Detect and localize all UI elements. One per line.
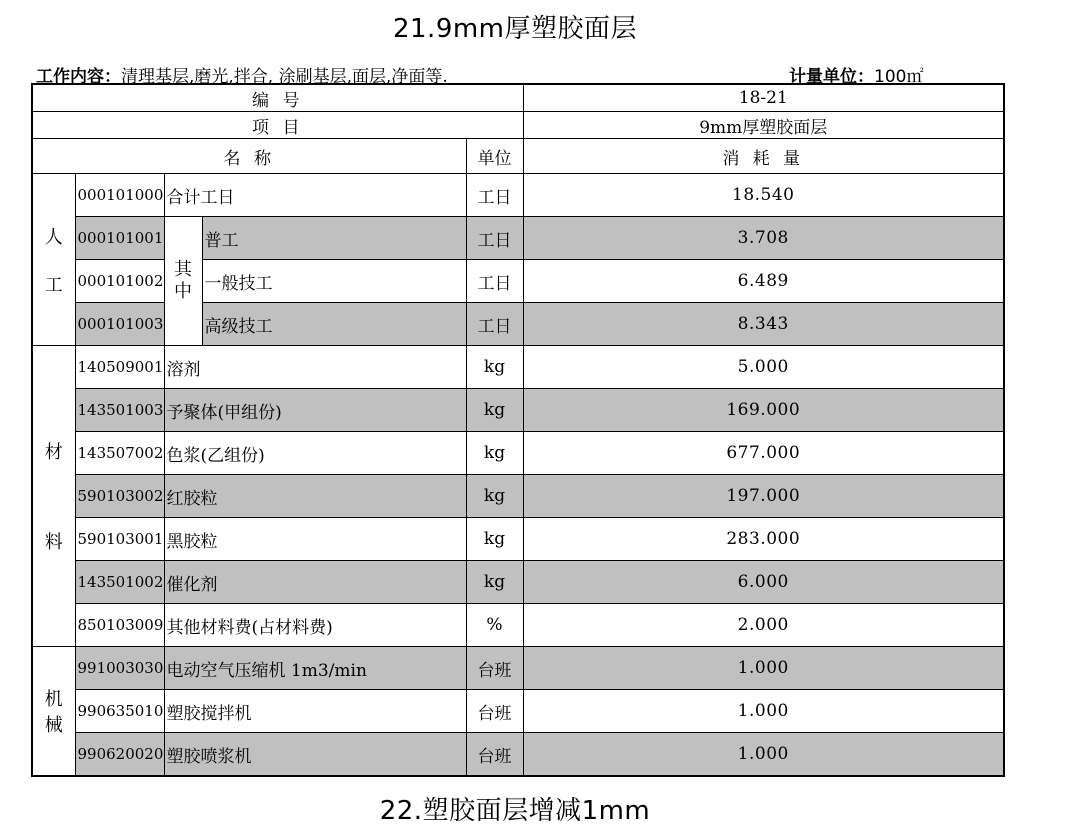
header-item-label: 项 目 <box>32 112 523 139</box>
row-unit: kg <box>466 561 523 604</box>
row-name: 溶剂 <box>164 346 466 389</box>
row-name: 塑胶喷浆机 <box>164 733 466 777</box>
row-unit: 台班 <box>466 647 523 690</box>
row-name: 电动空气压缩机 1m3/min <box>164 647 466 690</box>
row-unit: 工日 <box>466 174 523 217</box>
next-section-title: 22.塑胶面层增减1mm <box>379 796 651 826</box>
row-qty: 169.000 <box>523 389 1004 432</box>
row-unit: kg <box>466 475 523 518</box>
row-name: 塑胶搅拌机 <box>164 690 466 733</box>
header-item-value: 9mm厚塑胶面层 <box>523 112 1004 139</box>
table-row <box>32 346 1004 389</box>
row-code: 990620020 <box>75 733 164 777</box>
work-content-line <box>36 62 996 87</box>
row-code: 991003030 <box>75 647 164 690</box>
row-qty: 18.540 <box>523 174 1004 217</box>
group-material: 材 料 <box>32 346 75 647</box>
row-name: 高级技工 <box>202 303 466 346</box>
row-name: 黑胶粒 <box>164 518 466 561</box>
row-qty: 5.000 <box>523 346 1004 389</box>
header-row-columns <box>32 139 1004 174</box>
row-name: 催化剂 <box>164 561 466 604</box>
table-row <box>32 647 1004 690</box>
measure-unit-value: 100㎡ <box>874 67 924 87</box>
row-unit: 工日 <box>466 260 523 303</box>
page-title: 21.9mm厚塑胶面层 <box>392 14 638 44</box>
row-qty: 197.000 <box>523 475 1004 518</box>
work-content-label: 工作内容： <box>36 67 121 87</box>
table-row <box>32 475 1004 518</box>
row-name: 红胶粒 <box>164 475 466 518</box>
row-qty: 3.708 <box>523 217 1004 260</box>
row-name: 合计工日 <box>164 174 466 217</box>
row-unit: 台班 <box>466 690 523 733</box>
row-qty: 1.000 <box>523 647 1004 690</box>
table-row <box>32 432 1004 475</box>
row-code: 000101003 <box>75 303 164 346</box>
row-qty: 677.000 <box>523 432 1004 475</box>
table-row <box>32 561 1004 604</box>
col-header-qty: 消 耗 量 <box>523 139 1004 174</box>
row-code: 000101002 <box>75 260 164 303</box>
row-name: 普工 <box>202 217 466 260</box>
work-content-text: 清理基层,磨光,拌合, 涂刷基层,面层,净面等. <box>121 67 448 87</box>
row-qty: 283.000 <box>523 518 1004 561</box>
row-unit: kg <box>466 432 523 475</box>
table-row <box>32 518 1004 561</box>
row-qty: 8.343 <box>523 303 1004 346</box>
row-code: 590103001 <box>75 518 164 561</box>
among-label: 其 中 <box>164 217 202 346</box>
header-code-label: 编 号 <box>32 84 523 112</box>
row-unit: % <box>466 604 523 647</box>
row-unit: 工日 <box>466 217 523 260</box>
col-header-unit: 单位 <box>466 139 523 174</box>
row-code: 143501003 <box>75 389 164 432</box>
row-code: 000101000 <box>75 174 164 217</box>
row-name: 一般技工 <box>202 260 466 303</box>
row-name: 予聚体(甲组份) <box>164 389 466 432</box>
table-row <box>32 690 1004 733</box>
table-row <box>32 389 1004 432</box>
row-qty: 1.000 <box>523 690 1004 733</box>
row-qty: 6.489 <box>523 260 1004 303</box>
row-code: 143501002 <box>75 561 164 604</box>
row-code: 143507002 <box>75 432 164 475</box>
table-row <box>32 733 1004 777</box>
row-unit: kg <box>466 518 523 561</box>
row-qty: 2.000 <box>523 604 1004 647</box>
row-unit: 台班 <box>466 733 523 777</box>
row-unit: kg <box>466 346 523 389</box>
header-row-item <box>32 112 1004 139</box>
row-unit: 工日 <box>466 303 523 346</box>
table-row <box>32 217 1004 260</box>
row-code: 000101001 <box>75 217 164 260</box>
row-name: 其他材料费(占材料费) <box>164 604 466 647</box>
measure-unit-label: 计量单位： <box>789 67 874 87</box>
row-code: 590103002 <box>75 475 164 518</box>
row-unit: kg <box>466 389 523 432</box>
row-qty: 6.000 <box>523 561 1004 604</box>
row-qty: 1.000 <box>523 733 1004 777</box>
row-code: 140509001 <box>75 346 164 389</box>
row-code: 850103009 <box>75 604 164 647</box>
group-machinery: 机 械 <box>32 647 75 777</box>
row-code: 990635010 <box>75 690 164 733</box>
table-row <box>32 604 1004 647</box>
quota-table <box>31 83 1005 777</box>
col-header-name: 名 称 <box>32 139 466 174</box>
table-row <box>32 174 1004 217</box>
header-code-value: 18-21 <box>523 84 1004 112</box>
header-row-code <box>32 84 1004 112</box>
row-name: 色浆(乙组份) <box>164 432 466 475</box>
group-labor: 人 工 <box>32 174 75 346</box>
